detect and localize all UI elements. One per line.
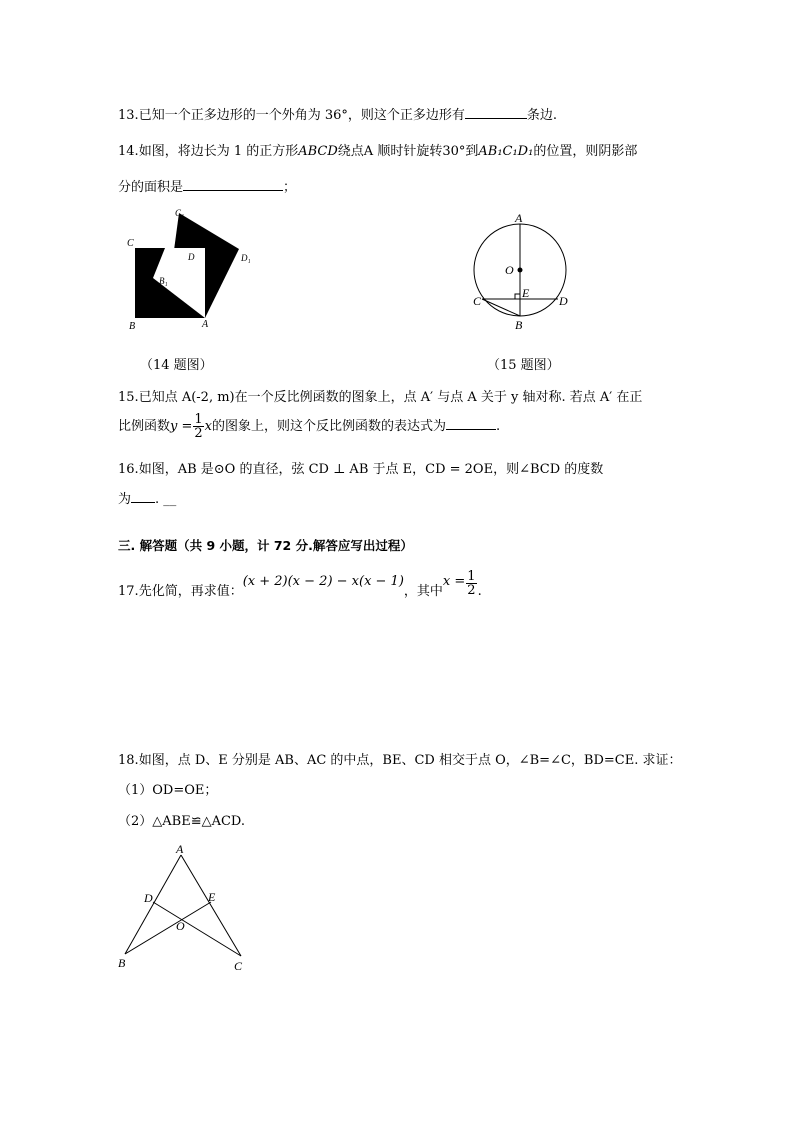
q14-line2-b: ； (283, 180, 297, 195)
q17-number: 17. (118, 584, 139, 599)
question-16-line1 (118, 458, 603, 477)
question-16-line2 (118, 488, 176, 507)
fig15-label-d: D (559, 294, 568, 308)
q15-y-eq: y = (170, 419, 193, 434)
fig18-label-o: O (176, 919, 185, 933)
figure-14-caption: （14 题图） (140, 358, 213, 373)
q17-text-b: ，其中 (403, 584, 443, 599)
q17-expression: (x + 2)(x − 2) − x(x − 1) (242, 574, 404, 589)
question-15-line2 (118, 413, 500, 440)
q15-line2-a: 比例函数 (118, 419, 171, 434)
figure-18 (112, 840, 257, 980)
q17-fraction (466, 570, 476, 597)
q14-number: 14. (118, 144, 139, 159)
q14-text-b: 绕点A 顺时针旋转30°到 (337, 144, 479, 159)
q15-answer-blank (446, 417, 496, 430)
q14-square-name: ABCD (298, 144, 338, 159)
fig14-label-b1: B₁ (159, 276, 168, 286)
q15-x-var: x (204, 419, 213, 434)
fig15-label-c: C (473, 294, 482, 308)
q13-answer-blank (465, 106, 527, 119)
fig14-label-a: A (202, 319, 209, 330)
fig15-label-a: A (515, 211, 523, 225)
question-17 (118, 569, 482, 607)
q18-part-2: （2）△ABE≌△ACD. (118, 814, 246, 829)
side-ac (181, 855, 241, 956)
q16-line2-b: . __ (155, 492, 177, 507)
fig15-label-b: B (515, 318, 523, 332)
fig18-label-c: C (234, 959, 243, 973)
q14-answer-blank (183, 178, 283, 191)
fig18-label-a: A (176, 842, 184, 856)
side-ab (125, 855, 181, 954)
fig15-label-e: E (522, 286, 530, 300)
q14-text-c: 的位置，则阴影部 (533, 144, 638, 159)
q15-line1: 已知点 A(-2, m)在一个反比例函数的图象上，点 A′ 与点 A 关于 y 轴对称. 若点 A′ 在正 (138, 390, 643, 405)
fig14-label-c: C (127, 238, 134, 249)
q17-text-a: 先化简，再求值： (138, 584, 243, 599)
q17-end: . (477, 584, 482, 599)
section-3-title: 三. 解答题（共 9 小题，计 72 分.解答应写出过程） (118, 538, 413, 553)
figure-14 (120, 200, 270, 340)
fig18-label-d: D (144, 891, 153, 905)
fig18-label-e: E (208, 890, 216, 904)
q15-fraction-numerator: 1 (194, 412, 203, 427)
fig18-label-b: B (118, 956, 126, 970)
center-dot (518, 268, 523, 273)
q15-line2-c: . (496, 419, 501, 434)
question-15-line1 (118, 386, 642, 405)
segment-be (125, 902, 211, 954)
q16-line1: 如图，AB 是⊙O 的直径，弦 CD ⊥ AB 于点 E，CD = 2OE，则∠BCD 的度数 (138, 462, 604, 477)
q15-number: 15. (118, 390, 139, 405)
q18-text: 如图，点 D、E 分别是 AB、AC 的中点，BE、CD 相交于点 O，∠B=∠C，BD=CE. 求证： (138, 753, 682, 768)
figure-15 (465, 208, 585, 338)
fig14-label-b: B (129, 321, 136, 332)
question-18 (118, 749, 682, 768)
q13-number: 13. (118, 108, 139, 123)
q16-answer-blank (131, 490, 155, 503)
question-14-line2 (118, 176, 296, 195)
q17-fraction-denominator: 2 (467, 583, 476, 598)
q16-number: 16. (118, 462, 139, 477)
q13-text-a: 已知一个正多边形的一个外角为 36°，则这个正多边形有 (138, 108, 465, 123)
fig14-label-d: D (188, 252, 195, 262)
q18-number: 18. (118, 753, 139, 768)
q18-part-1: （1）OD=OE； (118, 783, 218, 798)
q17-x-eq: x = (442, 574, 466, 589)
q15-fraction-denominator: 2 (194, 426, 203, 441)
question-14 (118, 140, 637, 159)
q17-fraction-numerator: 1 (467, 569, 476, 584)
q14-text-a: 如图，将边长为 1 的正方形 (138, 144, 299, 159)
segment-cb (482, 299, 520, 316)
q16-line2-a: 为 (118, 492, 132, 507)
figure-15-caption: （15 题图） (487, 358, 560, 373)
q13-text-b: 条边. (526, 108, 558, 123)
q15-line2-b: 的图象上，则这个反比例函数的表达式为 (212, 419, 447, 434)
question-13 (118, 104, 557, 123)
fig15-label-o: O (505, 263, 514, 277)
q14-rotated-square-name: AB₁C₁D₁ (478, 144, 534, 159)
right-angle-mark (515, 294, 520, 299)
fig14-label-d1: D₁ (241, 253, 251, 263)
fig14-label-c1: C₁ (175, 208, 185, 218)
q14-line2-a: 分的面积是 (118, 180, 184, 195)
q15-fraction (193, 413, 203, 440)
